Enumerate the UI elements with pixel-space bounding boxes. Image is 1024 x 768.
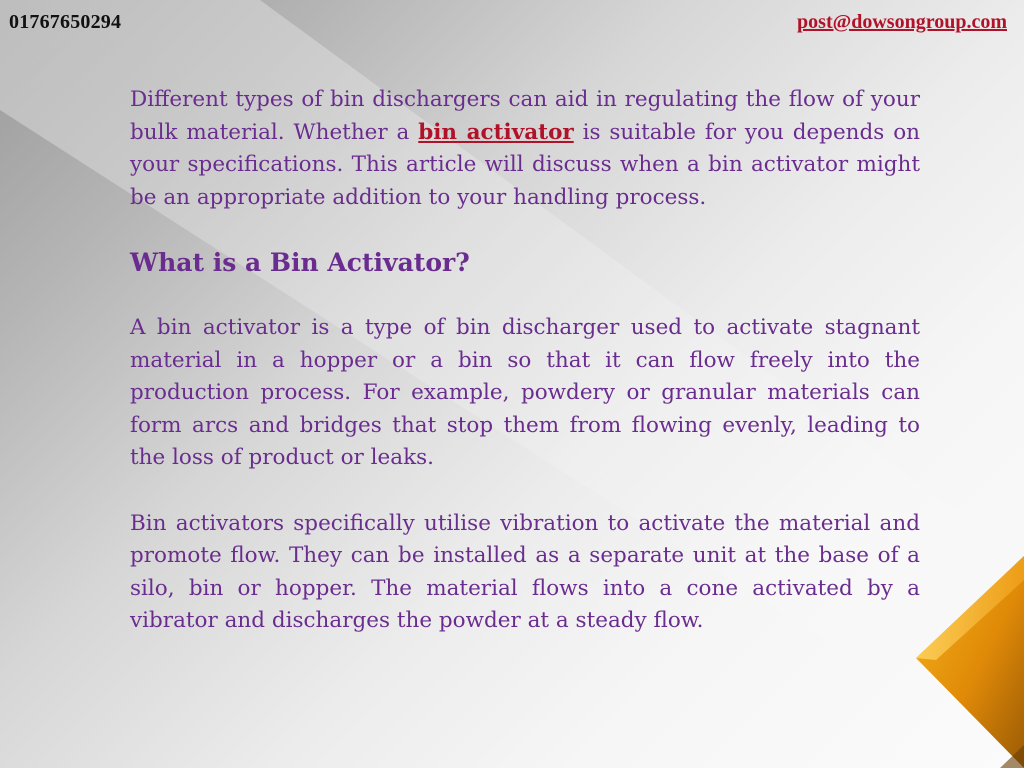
definition-paragraph: A bin activator is a type of bin discharger used to activate stagnant material in a hopper or a bin so that it can flow freely into the production process. For example, powdery or granular materials can form arcs and bridges that stop them from flowing evenly, leading to the loss of product or leaks. — [130, 315, 920, 470]
phone-number: 01767650294 — [9, 11, 122, 33]
section-heading: What is a Bin Activator? — [130, 248, 470, 277]
intro-text-before: Different types of bin dischargers can aid in regulating the flow of your bulk material. Whether a — [130, 87, 920, 145]
bin-activator-link[interactable]: bin activator — [418, 119, 574, 145]
intro-text-after: is suitable for you depends on your specifications. This article will discuss when a bin activator might be an appropriate addition to your handling process. — [130, 119, 920, 210]
email-link[interactable]: post@dowsongroup.com — [797, 11, 1007, 33]
vibration-paragraph: Bin activators specifically utilise vibration to activate the material and promote flow. They can be installed as a separate unit at the base of a silo, bin or hopper. The material flows into a cone activated by a vibrator and discharges the powder at a steady flow. — [130, 510, 920, 633]
article-content — [130, 84, 920, 638]
intro-paragraph — [130, 84, 920, 214]
